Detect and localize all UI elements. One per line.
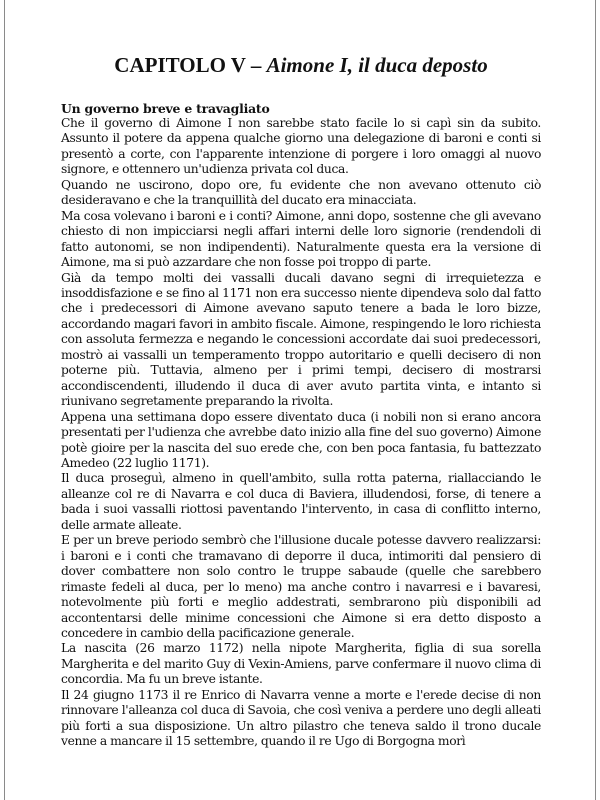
paragraph-8: La nascita (26 marzo 1172) nella nipote Margherita, figlia di sua sorella Margherita e del marito Guy di Vexin-Amiens, parve confermare il nuovo clima di concordia. Ma fu un breve istante. (61, 641, 541, 687)
chapter-label: CAPITOLO V (114, 53, 246, 77)
document-page (4, 0, 596, 800)
chapter-subtitle: Aimone I, il duca deposto (266, 53, 488, 77)
paragraph-9: Il 24 giugno 1173 il re Enrico di Navarra venne a morte e l'erede decise di non rinnovare l'alleanza col duca di Savoia, che così veniva a perdere uno degli alleati più forti a sua disposizione. Un altro pilastro che teneva saldo il trono ducale venne a mancare il 15 settembre, quando il re Ugo di Borgogna morì (61, 687, 541, 749)
paragraph-3: Ma cosa volevano i baroni e i conti? Aimone, anni dopo, sostenne che gli avevano chiesto di non impicciarsi negli affari interni delle loro signorie (rendendoli di fatto autonomi, se non indipendenti). Naturalmente questa era la versione di Aimone, ma si può azzardare che non fosse poi troppo di parte. (61, 208, 541, 270)
paragraph-7: E per un breve periodo sembrò che l'illusione ducale potesse davvero realizzarsi: i baroni e i conti che tramavano di deporre il duca, intimoriti dal pensiero di dover combattere non solo contro le truppe sabaude (quelle che sarebbero rimaste fedeli al duca, per lo meno) ma anche contro i navarresi e i bavaresi, notevolmente più forti e meglio addestrati, sembrarono più disponibili ad accontentarsi delle minime concessioni che Aimone si era detto disposto a concedere in cambio della pacificazione generale. (61, 533, 541, 640)
paragraph-6: Il duca proseguì, almeno in quell'ambito, sulla rotta paterna, riallacciando le alleanze col re di Navarra e col duca di Baviera, illudendosi, forse, di tenere a bada i suoi vassalli riottosi paventando l'intervento, in casa di conflitto interno, delle armate alleate. (61, 471, 541, 532)
paragraph-1: Che il governo di Aimone I non sarebbe stato facile lo si capì sin da subito. Assunto il potere da appena qualche giorno una delegazione di baroni e conti si presentò a corte, con l'apparente intenzione di porgere i loro omaggi al nuovo signore, e ottennero un'udienza privata col duca. (61, 116, 541, 177)
page-content (61, 52, 541, 750)
chapter-dash: – (245, 53, 267, 77)
paragraph-2: Quando ne uscirono, dopo ore, fu evidente che non avevano ottenuto ciò desideravano e che la tranquillità del ducato era minacciata. (61, 177, 541, 208)
section-title: Un governo breve e travagliato (61, 101, 270, 116)
paragraph-4: Già da tempo molti dei vassalli ducali davano segni di irrequietezza e insoddisfazione e se fino al 1171 non era successo niente dipendeva solo dal fatto che i predecessori di Aimone avevano saputo tenere a bada le loro bizze, accordando magari favori in ambito fiscale. Aimone, respingendo le loro richiesta con assoluta fermezza e negando le concessioni accordate dai suoi predecessori, mostrò ai vassalli un temperamento troppo autoritario e quelli decisero di non poterne più. Tuttavia, almeno per i primi tempi, decisero di mostrarsi accondiscendenti, illudendo il duca di aver avuto partita vinta, e intanto si riunivano segretamente preparando la rivolta. (61, 270, 541, 409)
paragraph-5: Appena una settimana dopo essere diventato duca (i nobili non si erano ancora presentati per l'udienza che avrebbe dato inizio alla fine del suo governo) Aimone potè gioire per la nascita del suo erede che, con ben poca fantasia, fu battezzato Amedeo (22 luglio 1171). (61, 409, 541, 470)
chapter-title (61, 52, 541, 78)
